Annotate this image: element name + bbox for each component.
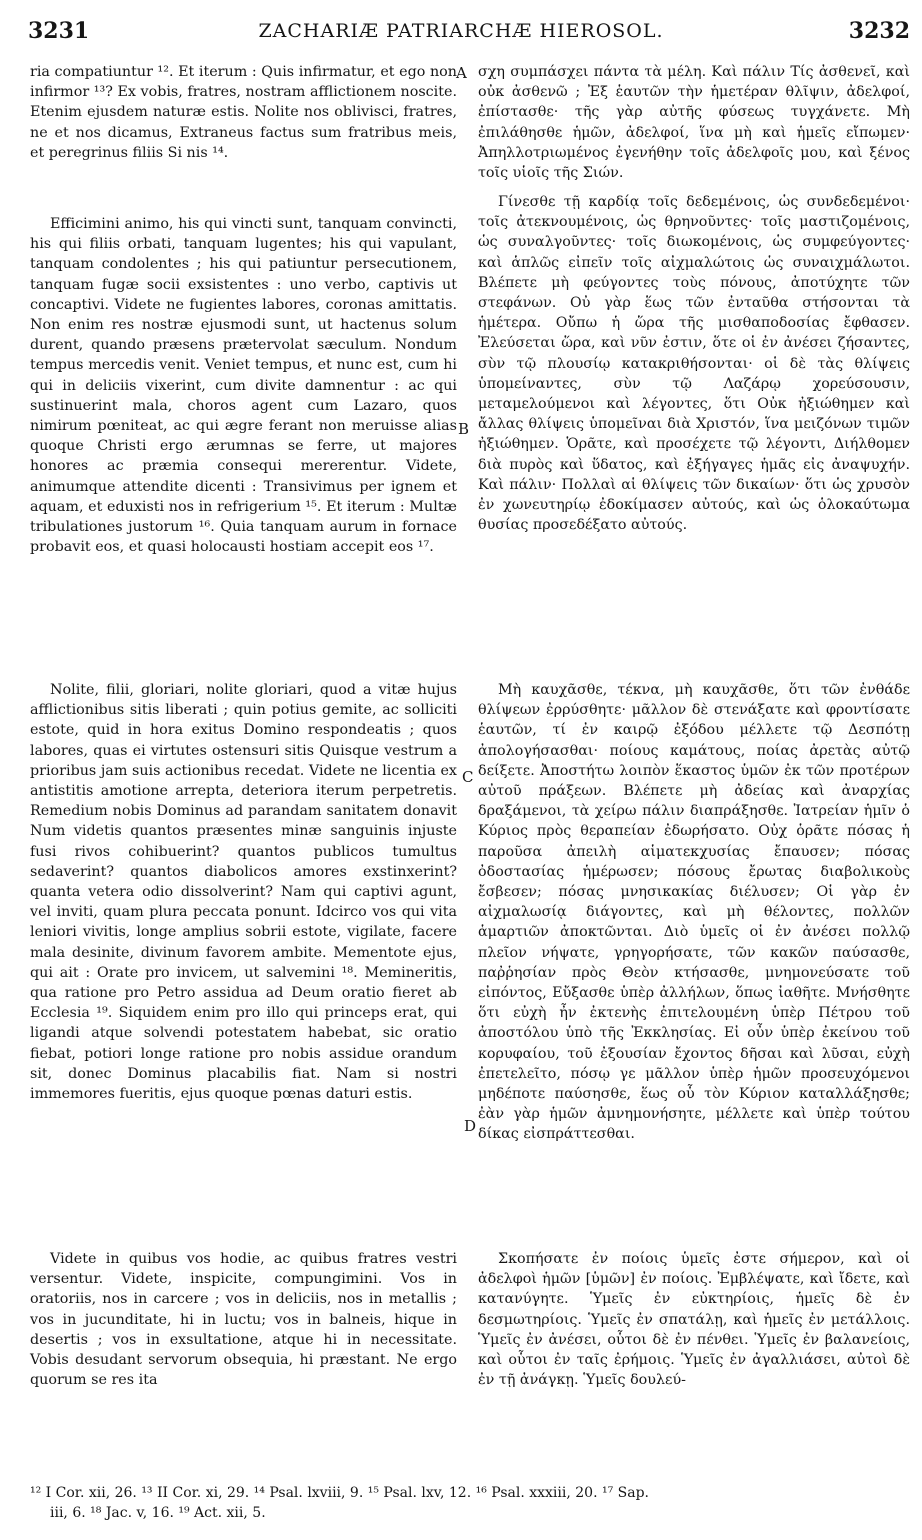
latin-paragraph-1: ria compatiuntur ¹². Et iterum : Quis infirmatur, et ego non infirmor ¹³? Ex vobis, fratres, nostram afflictionem noscite. Etenim ejusdem naturæ estis. Nolite nos oblivisci, fratres, ne et nos dicamus, Extraneus factus sum fratribus meis, et peregrinus filiis Si nis ¹⁴. — [30, 64, 457, 161]
footnote-line-1: ¹² I Cor. xii, 26. ¹³ II Cor. xi, 29. ¹⁴ Psal. lxviii, 9. ¹⁵ Psal. lxv, 12. ¹⁶ Psal. xxxiii, 20. ¹⁷ Sap. — [30, 1485, 649, 1501]
latin-column — [30, 1249, 457, 1390]
greek-paragraph-2: Γίνεσθε τῇ καρδίᾳ τοῖς δεδεμένοις, ὡς συνδεδεμένοι· τοῖς ἀτεκνουμένοις, ὡς θρηνοῦντες· τοῖς μαστιζομένοις, ὡς συναλγοῦντες· τοῖς διωκομένοις, ὡς συμφεύγοντες· καὶ ἁπλῶς εἰπεῖν τοῖς αἰχμαλώτοις ὡς συναιχμάλωτοι. Βλέπετε μὴ φεύγοντες τοὺς πόνους, ἀποτύχητε τῶν στεφάνων. Οὐ γὰρ ἕως τῶν ἐνταῦθα στήσονται τὰ ἡμέτερα. Οὔπω ἡ ὥρα τῆς μισθαποδοσίας ἔφθασεν. Ἐλεύσεται ὥρα, καὶ νῦν ἐστιν, ὅτε οἱ ἐν ἀνέσει ζήσαντες, σὺν τῷ πλουσίῳ κατακριθήσονται· οἱ δὲ τὰς θλίψεις ὑπομείναντες, σὺν τῷ Λαζάρῳ χορεύσουσιν, μεταμελούμενοι καὶ λέγοντες, ὅτι Οὐκ ἠξιώθημεν καὶ ἄλλας θλίψεις ὑπομεῖναι διὰ Χριστόν, ἵνα μειζόνων τιμῶν ἠξιώθημεν. Ὁρᾶτε, καὶ προσέχετε τῷ λέγοντι, Διήλθομεν διὰ πυρὸς καὶ ὕδατος, καὶ ἐξήγαγες ἡμᾶς εἰς ἀναψυχήν. Καὶ πάλιν· Πολλαὶ αἱ θλίψεις τῶν δικαίων· ὅτι ὡς χρυσὸν ἐν χωνευτηρίῳ ἐδοκίμασεν αὐτούς, καὶ ὡς ὁλοκαύτωμα θυσίας προσεδέξατο αὐτούς. — [478, 194, 910, 534]
latin-column — [30, 680, 457, 1104]
running-title: ZACHARIÆ PATRIARCHÆ HIEROSOL. — [258, 20, 664, 42]
greek-paragraph-1: σχη συμπάσχει πάντα τὰ μέλη. Καὶ πάλιν Τίς ἀσθενεῖ, καὶ οὐκ ἀσθενῶ ; Ἐξ ἑαυτῶν τὴν ἡμετέραν θλῖψιν, ἀδελφοί, ἐπίστασθε· τῆς γὰρ αὐτῆς φύσεως τυγχάνετε. Μὴ ἐπιλάθησθε ἡμῶν, ἀδελφοί, ἵνα μὴ καὶ ἡμεῖς εἴπωμεν· Ἀπηλλοτριωμένος ἐγενήθην τοῖς ἀδελφοῖς μου, καὶ ξένος τοῖς υἱοῖς τῆς Σιών. — [478, 64, 910, 182]
greek-paragraph-4: Σκοπήσατε ἐν ποίοις ὑμεῖς ἐστε σήμερον, καὶ οἱ ἀδελφοὶ ἡμῶν [ὑμῶν] ἐν ποίοις. Ἐμβλέψατε, καὶ ἴδετε, καὶ κατανύγητε. Ὑμεῖς ἐν εὐκτηρίοις, ἡμεῖς δὲ ἐν δεσμωτηρίοις. Ὑμεῖς ἐν σπατάλῃ, καὶ ἡμεῖς ἐν μετάλλοις. Ὑμεῖς ἐν ἀνέσει, οὗτοι δὲ ἐν πένθει. Ὑμεῖς ἐν βαλανείοις, καὶ οὗτοι ἐν ταῖς ἐρήμοις. Ὑμεῖς ἐν ἀγαλλιάσει, αὐτοὶ δὲ ἐν τῇ ἀνάγκῃ. Ὑμεῖς δουλεύ- — [478, 1251, 910, 1389]
latin-paragraph-2: Efficimini animo, his qui vincti sunt, tanquam convincti, his qui filiis orbati, tanquam lugentes; his qui vapulant, tanquam condolentes ; his qui patiuntur persecutionem, tanquam fugæ socii exsistentes : uno verbo, captivis ut concaptivi. Videte ne fugientes labores, coronas amittatis. Non enim res nostræ ejusmodi sunt, ut hactenus solum durent, quando præsens prætervolat sæculum. Nondum tempus mercedis venit. Veniet tempus, et nunc est, cum hi qui in deliciis vixerint, cum divite damnentur : ac qui sustinuerint mala, choros agent cum Lazaro, quos nimirum pœniteat, ac qui ægre ferant non meruisse alias quoque Christi ergo ærumnas se ferre, ut majores honores ac præmia consequi mererentur. Videte, animumque attendite dicenti : Transivimus per ignem et aquam, et eduxisti nos in refrigerium ¹⁵. Et iterum : Multæ tribulationes justorum ¹⁶. Quia tanquam aurum in fornace probavit eos, et quasi holocausti hostiam accepit eos ¹⁷. — [30, 216, 457, 556]
margin-letter-b: B — [458, 420, 470, 438]
latin-column — [30, 214, 457, 557]
latin-column — [30, 62, 457, 163]
greek-column — [478, 1249, 910, 1390]
footnotes — [30, 1483, 910, 1523]
page-number-right: 3232 — [848, 18, 910, 44]
greek-paragraph-3: Μὴ καυχᾶσθε, τέκνα, μὴ καυχᾶσθε, ὅτι τῶν ἐνθάδε θλίψεων ἐρρύσθητε· μᾶλλον δὲ στενάξατε καὶ φροντίσατε ἑαυτῶν, τί ἐν καιρῷ ἐξόδου μέλλετε τῷ Δεσπότῃ ἀπολογήσασθαι· ποίους καμάτους, ποίας ἀρετὰς αὐτῷ δείξετε. Ἀποστήτω λοιπὸν ἕκαστος ὑμῶν ἐκ τῶν προτέρων αὐτοῦ πράξεων. Βλέπετε μὴ ἀδείας καὶ ἀναρχίας δραξάμενοι, τὰ χείρω πάλιν διαπράξησθε. Ἰατρείαν ἡμῖν ὁ Κύριος πρὸς θεραπείαν ἐδωρήσατο. Οὐχ ὁρᾶτε πόσας ἡ παροῦσα ἀπειλὴ αἱματεκχυσίας ἔπαυσεν; πόσας ὀδοστασίας ἡμέρωσεν; πόσους ἔρωτας διαβολικοὺς ἔσβεσεν; πόσας μνησικακίας διέλυσεν; Οἱ γὰρ ἐν αἰχμαλωσίᾳ διάγοντες, καὶ μὴ θέλοντες, πολλῶν ἁμαρτιῶν ἀποκτῶνται. Διὸ ὑμεῖς οἱ ἐν ἀνέσει πολλῷ πλεῖον νήψατε, γρηγορήσατε, τῶν κακῶν παύσασθε, παῤῥησίαν πρὸς Θεὸν κτήσασθε, μνημονεύσατε τοῦ εἰπόντος, Εὔξασθε ὑπὲρ ἀλλήλων, ὅπως ἰαθῆτε. Μνήσθητε ὅτι εὐχὴ ἦν ἐκτενὴς ἐπιτελουμένη ὑπὲρ Πέτρου τοῦ ἀποστόλου ὑπὸ τῆς Ἐκκλησίας. Εἰ οὖν ὑπὲρ ἐκείνου τοῦ κορυφαίου, τοῦ ἐξουσίαν ἔχοντος δῆσαι καὶ λῦσαι, εὐχὴ ἐπετελεῖτο, πόσῳ γε μᾶλλον ὑπὲρ ἡμῶν προσευχόμενοι μηδέποτε παύσησθε, ἕως οὗ τὸν Κύριον καταλλάξησθε; ἐὰν γὰρ ἡμῶν ἀμνημονήσητε, μέλλετε καὶ ὑπὲρ τούτου δίκας εἰσπράττεσθαι. — [478, 682, 910, 1143]
footnote-line-2: iii, 6. ¹⁸ Jac. v, 16. ¹⁹ Act. xii, 5. — [50, 1505, 266, 1521]
greek-column — [478, 62, 910, 183]
margin-letter-d: D — [464, 1117, 477, 1135]
margin-letter-c: C — [462, 768, 474, 786]
latin-paragraph-4: Videte in quibus vos hodie, ac quibus fratres vestri versentur. Videte, inspicite, compungimini. Vos in oratoriis, nos in carcere ; vos in deliciis, nos in metallis ; vos in jucunditate, hi in luctu; vos in balneis, hique in desertis ; vos in exsultatione, atque hi in necessitate. Vobis desudant servorum obsequia, hi præstant. Ne ergo quorum se res ita — [30, 1251, 457, 1389]
greek-column — [478, 192, 910, 535]
margin-letter-a: A — [456, 64, 467, 82]
latin-paragraph-3: Nolite, filii, gloriari, nolite gloriari, quod a vitæ hujus afflictionibus sitis liberati ; quin potius gemite, ac solliciti estote, quid in hora exitus Domino respondeatis ; quos labores, quas ei virtutes ostensuri sitis Quisque vestrum a prioribus jam suis actionibus recedat. Videte ne licentia ex antistitis amotione arrepta, deteriora iterum perpetretis. Remedium nobis Dominus ad parandam sanitatem donavit Num videtis quantos præsentes minæ sanguinis injuste fusi rivos cohibuerint? quantos publicos tumultus sedaverint? quantos diabolicos amores exstinxerint? quanta vetera odio dissolverint? Nam qui captivi agunt, vel inviti, quam plura peccata ponunt. Idcirco vos qui vita leniori vivitis, longe amplius sobrii estote, vigilate, facere mala desinite, divinum favorem ambite. Mementote ejus, qui ait : Orate pro invicem, ut salvemini ¹⁸. Memineritis, qua ratione pro Petro assidua ad Deum oratio fieret ab Ecclesia ¹⁹. Siquidem enim pro illo qui princeps erat, qui ligandi atque solvendi potestatem habebat, sic oratio fiebat, potiori longe ratione pro nobis assidue orandum sit, donec Dominus placabilis fiat. Nam si nostri immemores fueritis, ejus quoque pœnas daturi estis. — [30, 682, 457, 1103]
page-number-left: 3231 — [28, 18, 90, 44]
running-header — [0, 18, 922, 52]
greek-column — [478, 680, 910, 1145]
